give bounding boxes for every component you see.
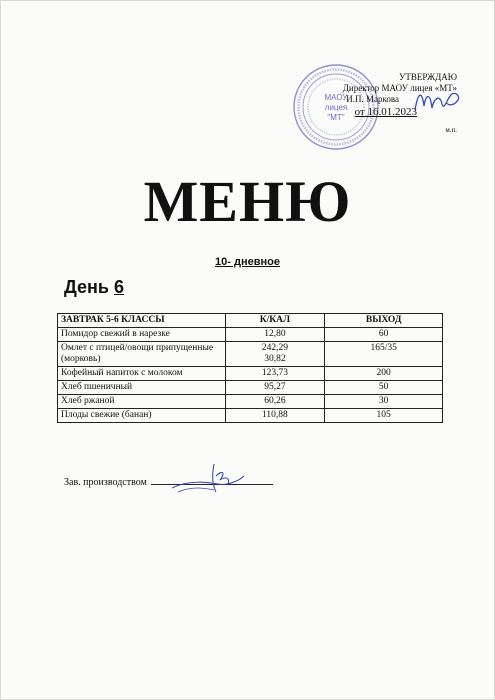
dish-kcal: [225, 342, 325, 367]
director-signature-icon: [412, 86, 464, 116]
production-manager-signature-icon: [168, 458, 248, 498]
dish-name: Хлеб пшеничный: [58, 381, 226, 395]
table-row: [58, 367, 443, 381]
dish-name: Плоды свежие (банан): [58, 409, 226, 423]
dish-yield: 105: [325, 409, 443, 423]
approval-position: Директор МАОУ лицея «МТ»: [342, 83, 457, 93]
table-row: [58, 409, 443, 423]
header-meal: ЗАВТРАК 5-6 КЛАССЫ: [58, 314, 226, 328]
dish-kcal: 110,88: [225, 409, 325, 423]
approval-name: И.П. Маркова: [346, 94, 399, 104]
dish-yield: 30: [325, 395, 443, 409]
table-row: [58, 395, 443, 409]
day-heading: [64, 277, 124, 298]
dish-kcal: 12,80: [225, 328, 325, 342]
dish-kcal: 95,27: [225, 381, 325, 395]
dish-yield: 60: [325, 328, 443, 342]
footer-label: Зав. производством: [64, 477, 147, 488]
dish-yield: 165/35: [325, 342, 443, 367]
menu-table: [57, 313, 443, 423]
dish-name: Омлет с птицей/овощи припущенные (морковь): [58, 342, 226, 367]
approval-date: от 16.01.2023: [354, 106, 417, 118]
dish-kcal: 123,73: [225, 367, 325, 381]
seal-label: м.п.: [445, 126, 457, 134]
header-kcal: К/КАЛ: [225, 314, 325, 328]
dish-kcal-part-1: 242,29: [261, 343, 288, 353]
approval-heading: УТВЕРЖДАЮ: [398, 72, 457, 82]
day-number: 6: [114, 277, 125, 297]
header-yield: ВЫХОД: [325, 314, 443, 328]
dish-name: Помидор свежий в нарезке: [58, 328, 226, 342]
stamp-text-3: "МТ": [327, 113, 345, 122]
dish-yield: 50: [325, 381, 443, 395]
page-title: МЕНЮ: [143, 169, 352, 234]
dish-name: Кофейный напиток с молоком: [58, 367, 226, 381]
stamp-text-2: лицея: [324, 103, 348, 112]
dish-kcal: 60,26: [225, 395, 325, 409]
table-row: [58, 342, 443, 367]
table-row: [58, 381, 443, 395]
dish-yield: 200: [325, 367, 443, 381]
table-header-row: [58, 314, 443, 328]
dish-name: Хлеб ржаной: [58, 395, 226, 409]
table-row: [58, 328, 443, 342]
day-label: День: [64, 277, 109, 297]
page-subtitle: 10- дневное: [215, 256, 280, 268]
dish-kcal-part-2: 30,82: [264, 354, 286, 364]
stamp-text-1: МАОУ: [324, 93, 348, 102]
